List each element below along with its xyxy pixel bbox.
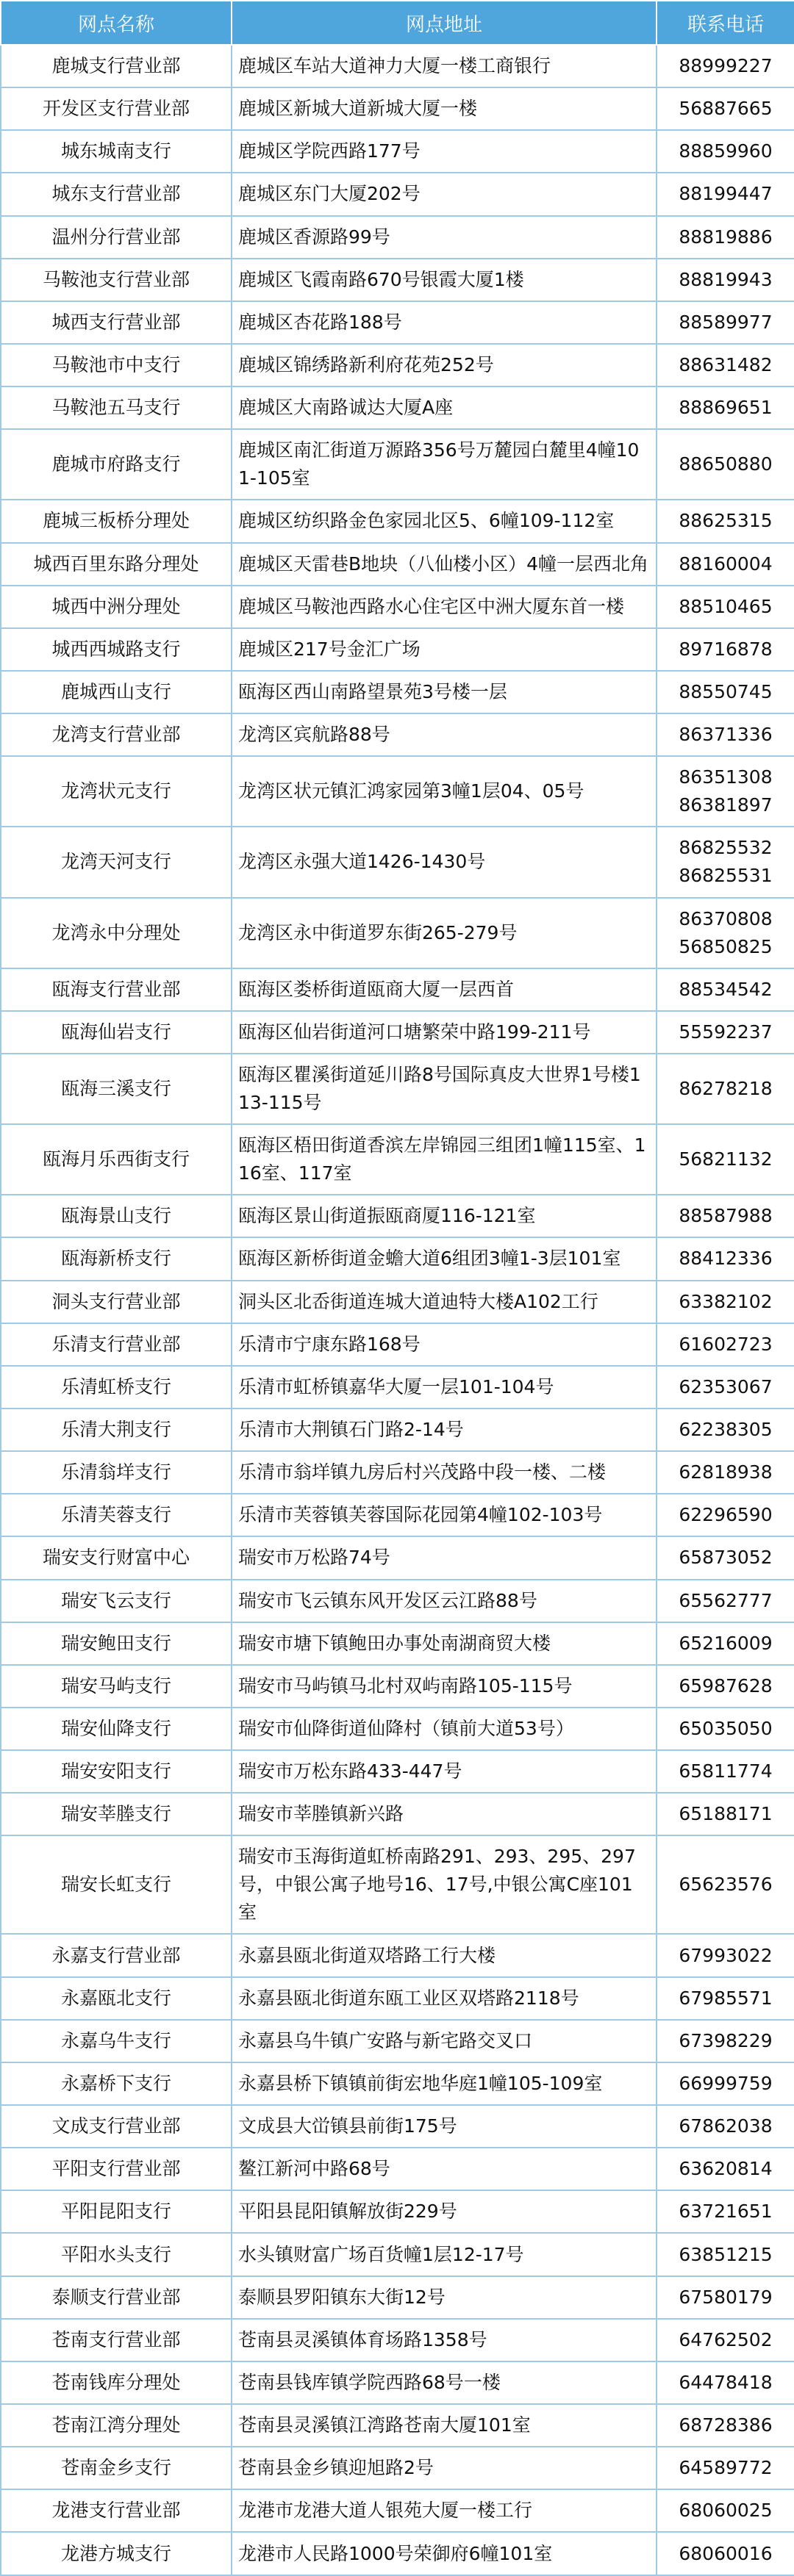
branch-address-cell: 文成县大峃镇县前街175号	[232, 2105, 657, 2148]
branch-address-cell: 瑞安市飞云镇东风开发区云江路88号	[232, 1580, 657, 1622]
phone-cell: 63382102	[657, 1281, 794, 1323]
phone-cell: 65216009	[657, 1622, 794, 1665]
table-row	[1, 2020, 794, 2062]
table-row	[1, 2233, 794, 2275]
branch-name-cell: 龙湾状元支行	[1, 756, 232, 827]
branch-name-cell: 马鞍池支行营业部	[1, 259, 232, 301]
phone-cell: 62238305	[657, 1408, 794, 1451]
branch-name-cell: 鹿城三板桥分理处	[1, 500, 232, 542]
table-row	[1, 628, 794, 671]
phone-cell: 65188171	[657, 1793, 794, 1835]
phone-cell: 88534542	[657, 968, 794, 1011]
table-row	[1, 1281, 794, 1323]
header-branch-address: 网点地址	[232, 1, 657, 45]
branch-address-cell: 瓯海区梧田街道香滨左岸锦园三组团1幢115室、116室、117室	[232, 1124, 657, 1195]
phone-cell: 88859960	[657, 130, 794, 173]
branch-name-cell: 城东城南支行	[1, 130, 232, 173]
phone-cell: 88412336	[657, 1237, 794, 1280]
table-row	[1, 2148, 794, 2190]
branch-name-cell: 平阳水头支行	[1, 2233, 232, 2275]
phone-cell: 62353067	[657, 1366, 794, 1408]
phone-cell: 88160004	[657, 543, 794, 586]
table-row	[1, 1750, 794, 1793]
branch-address-cell: 鹿城区飞霞南路670号银霞大厦1楼	[232, 259, 657, 301]
table-row	[1, 586, 794, 628]
phone-cell: 65811774	[657, 1750, 794, 1793]
branch-name-cell: 龙港方城支行	[1, 2532, 232, 2575]
branch-name-cell: 开发区支行营业部	[1, 87, 232, 130]
branch-name-cell: 龙湾天河支行	[1, 827, 232, 897]
branch-name-cell: 鹿城支行营业部	[1, 45, 232, 87]
branch-name-cell: 龙湾支行营业部	[1, 713, 232, 756]
table-row	[1, 1835, 794, 1934]
phone-cell: 88199447	[657, 173, 794, 215]
table-row	[1, 1366, 794, 1408]
branch-address-cell: 龙湾区宾航路88号	[232, 713, 657, 756]
branch-address-cell: 鹿城区学院西路177号	[232, 130, 657, 173]
table-row	[1, 1494, 794, 1536]
branch-name-cell: 瓯海月乐西街支行	[1, 1124, 232, 1195]
phone-cell: 88587988	[657, 1195, 794, 1237]
phone-cell: 56887665	[657, 87, 794, 130]
branch-address-cell: 瑞安市马屿镇马北村双屿南路105-115号	[232, 1665, 657, 1708]
phone-cell: 86351308 86381897	[657, 756, 794, 827]
phone-cell: 68060025	[657, 2489, 794, 2532]
branch-name-cell: 洞头支行营业部	[1, 1281, 232, 1323]
table-row	[1, 500, 794, 542]
branch-name-cell: 永嘉瓯北支行	[1, 1977, 232, 2020]
table-row	[1, 1054, 794, 1124]
table-row	[1, 429, 794, 500]
branch-address-cell: 瑞安市万松东路433-447号	[232, 1750, 657, 1793]
table-row	[1, 1536, 794, 1579]
branch-address-cell: 平阳县昆阳镇解放街229号	[232, 2190, 657, 2233]
branch-name-cell: 乐清支行营业部	[1, 1323, 232, 1366]
branch-address-cell: 鹿城区纺织路金色家园北区5、6幢109-112室	[232, 500, 657, 542]
table-row	[1, 1708, 794, 1750]
branch-address-cell: 龙港市龙港大道人银苑大厦一楼工行	[232, 2489, 657, 2532]
branch-name-cell: 乐清芙蓉支行	[1, 1494, 232, 1536]
branch-address-cell: 乐清市大荆镇石门路2-14号	[232, 1408, 657, 1451]
header-phone: 联系电话	[657, 1, 794, 45]
table-row	[1, 1934, 794, 1976]
table-row	[1, 1323, 794, 1366]
phone-cell: 67580179	[657, 2276, 794, 2319]
branch-address-cell: 鹿城区东门大厦202号	[232, 173, 657, 215]
branch-name-cell: 城西支行营业部	[1, 301, 232, 344]
table-row	[1, 45, 794, 87]
table-row	[1, 87, 794, 130]
phone-cell: 62296590	[657, 1494, 794, 1536]
branch-address-cell: 瑞安市仙降街道仙降村（镇前大道53号）	[232, 1708, 657, 1750]
branch-name-cell: 瑞安支行财富中心	[1, 1536, 232, 1579]
phone-cell: 67985571	[657, 1977, 794, 2020]
branch-name-cell: 城西百里东路分理处	[1, 543, 232, 586]
table-row	[1, 1622, 794, 1665]
phone-cell: 63620814	[657, 2148, 794, 2190]
table-row	[1, 671, 794, 713]
branch-name-cell: 瑞安安阳支行	[1, 1750, 232, 1793]
table-row	[1, 1237, 794, 1280]
phone-cell: 88550745	[657, 671, 794, 713]
phone-cell: 64589772	[657, 2447, 794, 2489]
branch-address-cell: 苍南县钱库镇学院西路68号一楼	[232, 2361, 657, 2404]
phone-cell: 86825532 86825531	[657, 827, 794, 897]
phone-cell: 63851215	[657, 2233, 794, 2275]
branch-address-cell: 乐清市翁垟镇九房后村兴茂路中段一楼、二楼	[232, 1451, 657, 1494]
branch-name-cell: 苍南钱库分理处	[1, 2361, 232, 2404]
phone-cell: 65623576	[657, 1835, 794, 1934]
table-row	[1, 756, 794, 827]
branch-name-cell: 城西西城路支行	[1, 628, 232, 671]
phone-cell: 65987628	[657, 1665, 794, 1708]
phone-cell: 56821132	[657, 1124, 794, 1195]
table-row	[1, 344, 794, 386]
branch-name-cell: 瑞安飞云支行	[1, 1580, 232, 1622]
branch-name-cell: 平阳支行营业部	[1, 2148, 232, 2190]
branch-name-cell: 乐清大荆支行	[1, 1408, 232, 1451]
branch-name-cell: 瓯海景山支行	[1, 1195, 232, 1237]
phone-cell: 88510465	[657, 586, 794, 628]
table-row	[1, 173, 794, 215]
branch-name-cell: 瑞安马屿支行	[1, 1665, 232, 1708]
phone-cell: 63721651	[657, 2190, 794, 2233]
branch-address-cell: 龙湾区状元镇汇鸿家园第3幢1层04、05号	[232, 756, 657, 827]
branch-address-cell: 鳌江新河中路68号	[232, 2148, 657, 2190]
branch-name-cell: 龙湾永中分理处	[1, 898, 232, 968]
branch-address-cell: 瑞安市万松路74号	[232, 1536, 657, 1579]
table-row	[1, 130, 794, 173]
header-branch-name: 网点名称	[1, 1, 232, 45]
branch-address-cell: 瑞安市莘塍镇新兴路	[232, 1793, 657, 1835]
branch-address-cell: 鹿城区车站大道神力大厦一楼工商银行	[232, 45, 657, 87]
branch-name-cell: 城东支行营业部	[1, 173, 232, 215]
branch-address-cell: 瓯海区西山南路望景苑3号楼一层	[232, 671, 657, 713]
branch-address-cell: 鹿城区马鞍池西路水心住宅区中洲大厦东首一楼	[232, 586, 657, 628]
table-body	[1, 45, 794, 2575]
branch-name-cell: 温州分行营业部	[1, 216, 232, 259]
table-row	[1, 1124, 794, 1195]
table-row	[1, 827, 794, 897]
branch-address-cell: 瓯海区娄桥街道瓯商大厦一层西首	[232, 968, 657, 1011]
branch-address-cell: 瓯海区仙岩街道河口塘繁荣中路199-211号	[232, 1011, 657, 1054]
phone-cell: 88999227	[657, 45, 794, 87]
table-row	[1, 968, 794, 1011]
branch-name-cell: 瓯海新桥支行	[1, 1237, 232, 1280]
branch-name-cell: 瓯海三溪支行	[1, 1054, 232, 1124]
branch-address-cell: 乐清市虹桥镇嘉华大厦一层101-104号	[232, 1366, 657, 1408]
branch-address-cell: 鹿城区锦绣路新利府花苑252号	[232, 344, 657, 386]
table-row	[1, 2319, 794, 2361]
branch-address-cell: 鹿城区香源路99号	[232, 216, 657, 259]
table-row	[1, 386, 794, 429]
branch-name-cell: 马鞍池五马支行	[1, 386, 232, 429]
branch-name-cell: 鹿城西山支行	[1, 671, 232, 713]
table-row	[1, 543, 794, 586]
table-row	[1, 1665, 794, 1708]
phone-cell: 61602723	[657, 1323, 794, 1366]
table-row	[1, 1451, 794, 1494]
phone-cell: 86370808 56850825	[657, 898, 794, 968]
branch-name-cell: 瑞安长虹支行	[1, 1835, 232, 1934]
branch-address-cell: 永嘉县瓯北街道双塔路工行大楼	[232, 1934, 657, 1976]
branch-address-cell: 泰顺县罗阳镇东大街12号	[232, 2276, 657, 2319]
branch-name-cell: 苍南支行营业部	[1, 2319, 232, 2361]
branch-address-cell: 鹿城区南汇街道万源路356号万麓园白麓里4幢101-105室	[232, 429, 657, 500]
phone-cell: 88819886	[657, 216, 794, 259]
branch-address-cell: 洞头区北岙街道连城大道迪特大楼A102工行	[232, 1281, 657, 1323]
table-row	[1, 301, 794, 344]
branch-name-cell: 永嘉支行营业部	[1, 1934, 232, 1976]
branch-address-cell: 龙湾区永中街道罗东街265-279号	[232, 898, 657, 968]
phone-cell: 68728386	[657, 2404, 794, 2447]
phone-cell: 86371336	[657, 713, 794, 756]
branch-address-cell: 瓯海区瞿溪街道延川路8号国际真皮大世界1号楼113-115号	[232, 1054, 657, 1124]
branch-name-cell: 泰顺支行营业部	[1, 2276, 232, 2319]
phone-cell: 67993022	[657, 1934, 794, 1976]
branch-name-cell: 平阳昆阳支行	[1, 2190, 232, 2233]
branch-address-cell: 龙湾区永强大道1426-1430号	[232, 827, 657, 897]
branch-address-cell: 鹿城区大南路诚达大厦A座	[232, 386, 657, 429]
table-row	[1, 1408, 794, 1451]
phone-cell: 55592237	[657, 1011, 794, 1054]
branch-name-cell: 马鞍池市中支行	[1, 344, 232, 386]
branch-address-cell: 永嘉县瓯北街道东瓯工业区双塔路2118号	[232, 1977, 657, 2020]
branch-address-cell: 水头镇财富广场百货幢1层12-17号	[232, 2233, 657, 2275]
branch-address-cell: 苍南县灵溪镇江湾路苍南大厦101室	[232, 2404, 657, 2447]
table-row	[1, 2105, 794, 2148]
phone-cell: 88819943	[657, 259, 794, 301]
branch-name-cell: 瑞安仙降支行	[1, 1708, 232, 1750]
table-header-row	[1, 1, 794, 45]
table-row	[1, 2190, 794, 2233]
branch-name-cell: 永嘉桥下支行	[1, 2062, 232, 2105]
branch-name-cell: 瓯海仙岩支行	[1, 1011, 232, 1054]
branch-address-cell: 瑞安市玉海街道虹桥南路291、293、295、297号，中银公寓子地号16、17号,中银公寓C座101室	[232, 1835, 657, 1934]
phone-cell: 67862038	[657, 2105, 794, 2148]
branch-name-cell: 城西中洲分理处	[1, 586, 232, 628]
table-row	[1, 713, 794, 756]
branch-name-cell: 龙港支行营业部	[1, 2489, 232, 2532]
branch-name-cell: 瑞安莘塍支行	[1, 1793, 232, 1835]
phone-cell: 89716878	[657, 628, 794, 671]
branch-address-cell: 苍南县金乡镇迎旭路2号	[232, 2447, 657, 2489]
branch-address-cell: 瑞安市塘下镇鲍田办事处南湖商贸大楼	[232, 1622, 657, 1665]
phone-cell: 66999759	[657, 2062, 794, 2105]
branch-name-cell: 苍南金乡支行	[1, 2447, 232, 2489]
branch-name-cell: 瓯海支行营业部	[1, 968, 232, 1011]
phone-cell: 88631482	[657, 344, 794, 386]
table-row	[1, 1195, 794, 1237]
branch-name-cell: 永嘉乌牛支行	[1, 2020, 232, 2062]
branch-address-cell: 鹿城区217号金汇广场	[232, 628, 657, 671]
phone-cell: 62818938	[657, 1451, 794, 1494]
phone-cell: 88625315	[657, 500, 794, 542]
branch-address-cell: 瓯海区新桥街道金蟾大道6组团3幢1-3层101室	[232, 1237, 657, 1280]
phone-cell: 88650880	[657, 429, 794, 500]
branch-address-cell: 鹿城区杏花路188号	[232, 301, 657, 344]
branch-address-cell: 乐清市芙蓉镇芙蓉国际花园第4幢102-103号	[232, 1494, 657, 1536]
branch-address-cell: 鹿城区新城大道新城大厦一楼	[232, 87, 657, 130]
table-row	[1, 2361, 794, 2404]
phone-cell: 64478418	[657, 2361, 794, 2404]
table-row	[1, 259, 794, 301]
branch-address-cell: 苍南县灵溪镇体育场路1358号	[232, 2319, 657, 2361]
table-row	[1, 898, 794, 968]
branch-name-cell: 鹿城市府路支行	[1, 429, 232, 500]
table-row	[1, 2276, 794, 2319]
table-row	[1, 1793, 794, 1835]
phone-cell: 68060016	[657, 2532, 794, 2575]
branch-name-cell: 文成支行营业部	[1, 2105, 232, 2148]
table-row	[1, 2489, 794, 2532]
phone-cell: 65873052	[657, 1536, 794, 1579]
phone-cell: 67398229	[657, 2020, 794, 2062]
phone-cell: 65035050	[657, 1708, 794, 1750]
table-row	[1, 2447, 794, 2489]
branch-name-cell: 乐清虹桥支行	[1, 1366, 232, 1408]
table-row	[1, 1977, 794, 2020]
branch-name-cell: 瑞安鲍田支行	[1, 1622, 232, 1665]
branch-address-cell: 瓯海区景山街道振瓯商厦116-121室	[232, 1195, 657, 1237]
table-row	[1, 2062, 794, 2105]
table-row	[1, 2532, 794, 2575]
phone-cell: 65562777	[657, 1580, 794, 1622]
table-row	[1, 1580, 794, 1622]
branch-address-cell: 龙港市人民路1000号荣御府6幢101室	[232, 2532, 657, 2575]
phone-cell: 64762502	[657, 2319, 794, 2361]
branch-name-cell: 乐清翁垟支行	[1, 1451, 232, 1494]
branch-address-cell: 鹿城区天雷巷B地块（八仙楼小区）4幢一层西北角	[232, 543, 657, 586]
table-row	[1, 2404, 794, 2447]
branch-address-cell: 永嘉县桥下镇镇前街宏地华庭1幢105-109室	[232, 2062, 657, 2105]
branch-address-cell: 乐清市宁康东路168号	[232, 1323, 657, 1366]
phone-cell: 86278218	[657, 1054, 794, 1124]
phone-cell: 88869651	[657, 386, 794, 429]
branch-name-cell: 苍南江湾分理处	[1, 2404, 232, 2447]
table-row	[1, 216, 794, 259]
branch-address-cell: 永嘉县乌牛镇广安路与新宅路交叉口	[232, 2020, 657, 2062]
phone-cell: 88589977	[657, 301, 794, 344]
table-row	[1, 1011, 794, 1054]
